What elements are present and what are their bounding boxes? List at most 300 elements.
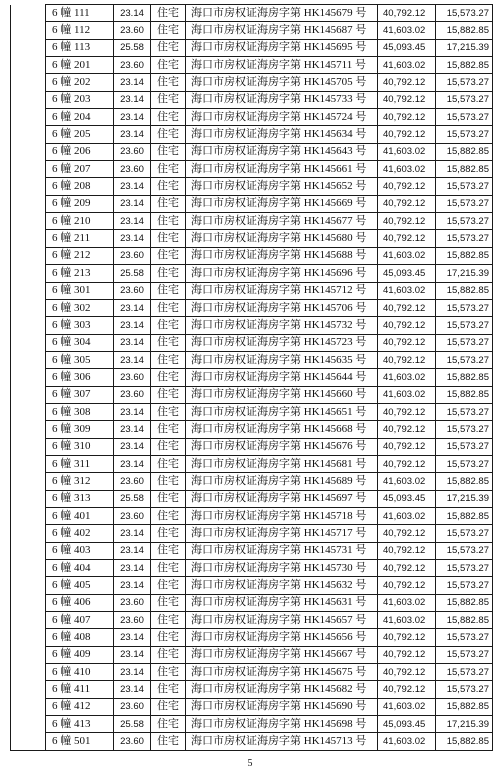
unit-cell: 6 幢 403 [46, 542, 114, 559]
certificate-cell: 海口市房权证海房字第 HK145677 号 [186, 213, 378, 230]
value-a-cell: 41,603.02 [378, 594, 436, 611]
certificate-cell: 海口市房权证海房字第 HK145723 号 [186, 334, 378, 351]
area-cell: 23.14 [114, 560, 151, 577]
table-row [11, 247, 493, 264]
value-b-cell: 15,882.85 [436, 733, 493, 750]
value-b-cell: 17,215.39 [436, 490, 493, 507]
area-cell: 23.14 [114, 646, 151, 663]
unit-cell: 6 幢 310 [46, 438, 114, 455]
value-b-cell: 15,573.27 [436, 109, 493, 126]
unit-cell: 6 幢 202 [46, 74, 114, 91]
table-row [11, 594, 493, 611]
page-number: 5 [247, 758, 253, 769]
area-cell: 23.14 [114, 195, 151, 212]
table-row [11, 438, 493, 455]
usage-cell: 住宅 [151, 74, 186, 91]
area-cell: 23.14 [114, 525, 151, 542]
unit-cell: 6 幢 405 [46, 577, 114, 594]
area-cell: 23.14 [114, 334, 151, 351]
area-cell: 23.14 [114, 577, 151, 594]
value-b-cell: 15,882.85 [436, 282, 493, 299]
value-a-cell: 40,792.12 [378, 681, 436, 698]
unit-cell: 6 幢 410 [46, 664, 114, 681]
unit-cell: 6 幢 501 [46, 733, 114, 750]
value-b-cell: 15,882.85 [436, 143, 493, 160]
value-b-cell: 15,882.85 [436, 386, 493, 403]
usage-cell: 住宅 [151, 126, 186, 143]
area-cell: 23.60 [114, 247, 151, 264]
value-a-cell: 41,603.02 [378, 22, 436, 39]
unit-cell: 6 幢 311 [46, 455, 114, 472]
unit-cell: 6 幢 112 [46, 22, 114, 39]
area-cell: 23.60 [114, 282, 151, 299]
usage-cell: 住宅 [151, 542, 186, 559]
certificate-cell: 海口市房权证海房字第 HK145635 号 [186, 351, 378, 368]
table-row [11, 629, 493, 646]
table-row [11, 74, 493, 91]
value-b-cell: 15,573.27 [436, 213, 493, 230]
value-a-cell: 40,792.12 [378, 351, 436, 368]
unit-cell: 6 幢 401 [46, 507, 114, 524]
value-a-cell: 45,093.45 [378, 716, 436, 733]
usage-cell: 住宅 [151, 213, 186, 230]
value-a-cell: 40,792.12 [378, 455, 436, 472]
value-b-cell: 15,882.85 [436, 594, 493, 611]
certificate-cell: 海口市房权证海房字第 HK145632 号 [186, 577, 378, 594]
unit-cell: 6 幢 206 [46, 143, 114, 160]
value-b-cell: 15,882.85 [436, 57, 493, 74]
value-a-cell: 40,792.12 [378, 334, 436, 351]
table-row [11, 126, 493, 143]
table-row [11, 57, 493, 74]
table-row [11, 265, 493, 282]
unit-cell: 6 幢 301 [46, 282, 114, 299]
area-cell: 23.60 [114, 507, 151, 524]
table-row [11, 577, 493, 594]
unit-cell: 6 幢 404 [46, 560, 114, 577]
value-b-cell: 17,215.39 [436, 716, 493, 733]
certificate-cell: 海口市房权证海房字第 HK145713 号 [186, 733, 378, 750]
unit-cell: 6 幢 113 [46, 39, 114, 56]
area-cell: 23.14 [114, 455, 151, 472]
certificate-cell: 海口市房权证海房字第 HK145634 号 [186, 126, 378, 143]
unit-cell: 6 幢 208 [46, 178, 114, 195]
unit-cell: 6 幢 111 [46, 5, 114, 22]
area-cell: 23.60 [114, 143, 151, 160]
usage-cell: 住宅 [151, 386, 186, 403]
certificate-cell: 海口市房权证海房字第 HK145695 号 [186, 39, 378, 56]
usage-cell: 住宅 [151, 22, 186, 39]
value-a-cell: 45,093.45 [378, 490, 436, 507]
certificate-cell: 海口市房权证海房字第 HK145712 号 [186, 282, 378, 299]
value-a-cell: 45,093.45 [378, 39, 436, 56]
usage-cell: 住宅 [151, 195, 186, 212]
usage-cell: 住宅 [151, 109, 186, 126]
unit-cell: 6 幢 210 [46, 213, 114, 230]
area-cell: 23.14 [114, 664, 151, 681]
value-a-cell: 41,603.02 [378, 161, 436, 178]
unit-cell: 6 幢 212 [46, 247, 114, 264]
certificate-cell: 海口市房权证海房字第 HK145733 号 [186, 91, 378, 108]
certificate-cell: 海口市房权证海房字第 HK145644 号 [186, 369, 378, 386]
value-b-cell: 17,215.39 [436, 39, 493, 56]
usage-cell: 住宅 [151, 143, 186, 160]
usage-cell: 住宅 [151, 299, 186, 316]
certificate-cell: 海口市房权证海房字第 HK145669 号 [186, 195, 378, 212]
unit-cell: 6 幢 306 [46, 369, 114, 386]
area-cell: 23.14 [114, 317, 151, 334]
value-a-cell: 40,792.12 [378, 74, 436, 91]
usage-cell: 住宅 [151, 733, 186, 750]
usage-cell: 住宅 [151, 490, 186, 507]
value-a-cell: 40,792.12 [378, 178, 436, 195]
usage-cell: 住宅 [151, 525, 186, 542]
certificate-cell: 海口市房权证海房字第 HK145631 号 [186, 594, 378, 611]
area-cell: 23.14 [114, 109, 151, 126]
property-table-body [11, 5, 493, 751]
certificate-cell: 海口市房权证海房字第 HK145724 号 [186, 109, 378, 126]
table-row [11, 109, 493, 126]
value-b-cell: 15,573.27 [436, 178, 493, 195]
certificate-cell: 海口市房权证海房字第 HK145675 号 [186, 664, 378, 681]
unit-cell: 6 幢 409 [46, 646, 114, 663]
area-cell: 23.60 [114, 57, 151, 74]
unit-cell: 6 幢 413 [46, 716, 114, 733]
usage-cell: 住宅 [151, 247, 186, 264]
value-a-cell: 45,093.45 [378, 265, 436, 282]
usage-cell: 住宅 [151, 473, 186, 490]
usage-cell: 住宅 [151, 577, 186, 594]
value-b-cell: 15,882.85 [436, 22, 493, 39]
area-cell: 23.14 [114, 421, 151, 438]
table-row [11, 91, 493, 108]
unit-cell: 6 幢 211 [46, 230, 114, 247]
value-b-cell: 15,573.27 [436, 74, 493, 91]
value-b-cell: 15,573.27 [436, 195, 493, 212]
value-a-cell: 41,603.02 [378, 369, 436, 386]
area-cell: 23.60 [114, 386, 151, 403]
area-cell: 23.14 [114, 351, 151, 368]
area-cell: 23.14 [114, 438, 151, 455]
table-row [11, 5, 493, 22]
table-row [11, 646, 493, 663]
unit-cell: 6 幢 207 [46, 161, 114, 178]
table-row [11, 351, 493, 368]
value-b-cell: 15,882.85 [436, 698, 493, 715]
certificate-cell: 海口市房权证海房字第 HK145660 号 [186, 386, 378, 403]
unit-cell: 6 幢 313 [46, 490, 114, 507]
value-a-cell: 40,792.12 [378, 560, 436, 577]
usage-cell: 住宅 [151, 421, 186, 438]
area-cell: 23.14 [114, 542, 151, 559]
unit-cell: 6 幢 406 [46, 594, 114, 611]
value-b-cell: 15,882.85 [436, 161, 493, 178]
value-a-cell: 41,603.02 [378, 143, 436, 160]
unit-cell: 6 幢 402 [46, 525, 114, 542]
usage-cell: 住宅 [151, 351, 186, 368]
certificate-cell: 海口市房权证海房字第 HK145711 号 [186, 57, 378, 74]
certificate-cell: 海口市房权证海房字第 HK145643 号 [186, 143, 378, 160]
usage-cell: 住宅 [151, 282, 186, 299]
area-cell: 23.14 [114, 681, 151, 698]
certificate-cell: 海口市房权证海房字第 HK145681 号 [186, 455, 378, 472]
value-a-cell: 40,792.12 [378, 438, 436, 455]
value-b-cell: 15,573.27 [436, 230, 493, 247]
area-cell: 23.14 [114, 403, 151, 420]
unit-cell: 6 幢 408 [46, 629, 114, 646]
certificate-cell: 海口市房权证海房字第 HK145688 号 [186, 247, 378, 264]
value-b-cell: 15,573.27 [436, 577, 493, 594]
usage-cell: 住宅 [151, 646, 186, 663]
unit-cell: 6 幢 304 [46, 334, 114, 351]
value-a-cell: 40,792.12 [378, 542, 436, 559]
usage-cell: 住宅 [151, 161, 186, 178]
usage-cell: 住宅 [151, 560, 186, 577]
usage-cell: 住宅 [151, 594, 186, 611]
value-b-cell: 15,573.27 [436, 629, 493, 646]
certificate-cell: 海口市房权证海房字第 HK145680 号 [186, 230, 378, 247]
table-row [11, 299, 493, 316]
value-a-cell: 41,603.02 [378, 698, 436, 715]
usage-cell: 住宅 [151, 317, 186, 334]
table-row [11, 230, 493, 247]
usage-cell: 住宅 [151, 698, 186, 715]
value-b-cell: 15,573.27 [436, 421, 493, 438]
certificate-cell: 海口市房权证海房字第 HK145652 号 [186, 178, 378, 195]
table-row [11, 455, 493, 472]
table-row [11, 317, 493, 334]
area-cell: 23.14 [114, 126, 151, 143]
usage-cell: 住宅 [151, 403, 186, 420]
area-cell: 23.14 [114, 299, 151, 316]
value-a-cell: 41,603.02 [378, 473, 436, 490]
area-cell: 23.14 [114, 230, 151, 247]
value-a-cell: 41,603.02 [378, 57, 436, 74]
value-a-cell: 40,792.12 [378, 525, 436, 542]
table-row [11, 22, 493, 39]
table-row [11, 681, 493, 698]
certificate-cell: 海口市房权证海房字第 HK145687 号 [186, 22, 378, 39]
usage-cell: 住宅 [151, 664, 186, 681]
area-cell: 23.60 [114, 612, 151, 629]
area-cell: 23.14 [114, 5, 151, 22]
value-a-cell: 40,792.12 [378, 230, 436, 247]
certificate-cell: 海口市房权证海房字第 HK145667 号 [186, 646, 378, 663]
value-b-cell: 15,573.27 [436, 646, 493, 663]
unit-cell: 6 幢 203 [46, 91, 114, 108]
usage-cell: 住宅 [151, 39, 186, 56]
value-b-cell: 15,573.27 [436, 126, 493, 143]
value-a-cell: 40,792.12 [378, 126, 436, 143]
value-b-cell: 15,573.27 [436, 542, 493, 559]
table-row [11, 698, 493, 715]
area-cell: 23.60 [114, 22, 151, 39]
table-row [11, 403, 493, 420]
area-cell: 23.60 [114, 473, 151, 490]
table-row [11, 664, 493, 681]
value-b-cell: 15,573.27 [436, 525, 493, 542]
table-row [11, 525, 493, 542]
table-row [11, 542, 493, 559]
area-cell: 25.58 [114, 39, 151, 56]
value-b-cell: 15,882.85 [436, 507, 493, 524]
usage-cell: 住宅 [151, 5, 186, 22]
certificate-cell: 海口市房权证海房字第 HK145697 号 [186, 490, 378, 507]
area-cell: 23.60 [114, 369, 151, 386]
unit-cell: 6 幢 411 [46, 681, 114, 698]
value-b-cell: 15,573.27 [436, 91, 493, 108]
table-row [11, 386, 493, 403]
table-row [11, 143, 493, 160]
value-b-cell: 15,573.27 [436, 317, 493, 334]
value-a-cell: 40,792.12 [378, 195, 436, 212]
value-a-cell: 40,792.12 [378, 421, 436, 438]
area-cell: 23.60 [114, 698, 151, 715]
area-cell: 23.14 [114, 91, 151, 108]
area-cell: 23.60 [114, 594, 151, 611]
usage-cell: 住宅 [151, 91, 186, 108]
value-b-cell: 15,573.27 [436, 403, 493, 420]
unit-cell: 6 幢 412 [46, 698, 114, 715]
value-a-cell: 40,792.12 [378, 299, 436, 316]
unit-cell: 6 幢 303 [46, 317, 114, 334]
usage-cell: 住宅 [151, 716, 186, 733]
unit-cell: 6 幢 302 [46, 299, 114, 316]
unit-cell: 6 幢 204 [46, 109, 114, 126]
value-a-cell: 41,603.02 [378, 612, 436, 629]
table-row [11, 282, 493, 299]
value-b-cell: 15,573.27 [436, 681, 493, 698]
property-table [10, 4, 493, 751]
value-b-cell: 15,573.27 [436, 5, 493, 22]
unit-cell: 6 幢 307 [46, 386, 114, 403]
area-cell: 25.58 [114, 490, 151, 507]
value-b-cell: 15,573.27 [436, 560, 493, 577]
table-row [11, 213, 493, 230]
certificate-cell: 海口市房权证海房字第 HK145696 号 [186, 265, 378, 282]
value-a-cell: 41,603.02 [378, 733, 436, 750]
value-a-cell: 40,792.12 [378, 629, 436, 646]
value-a-cell: 41,603.02 [378, 386, 436, 403]
table-row [11, 334, 493, 351]
table-row [11, 612, 493, 629]
certificate-cell: 海口市房权证海房字第 HK145690 号 [186, 698, 378, 715]
table-row [11, 507, 493, 524]
value-b-cell: 15,573.27 [436, 299, 493, 316]
table-row [11, 195, 493, 212]
certificate-cell: 海口市房权证海房字第 HK145682 号 [186, 681, 378, 698]
usage-cell: 住宅 [151, 369, 186, 386]
certificate-cell: 海口市房权证海房字第 HK145717 号 [186, 525, 378, 542]
certificate-cell: 海口市房权证海房字第 HK145657 号 [186, 612, 378, 629]
value-b-cell: 15,573.27 [436, 351, 493, 368]
usage-cell: 住宅 [151, 230, 186, 247]
value-a-cell: 40,792.12 [378, 577, 436, 594]
area-cell: 23.14 [114, 74, 151, 91]
value-a-cell: 41,603.02 [378, 507, 436, 524]
certificate-cell: 海口市房权证海房字第 HK145661 号 [186, 161, 378, 178]
certificate-cell: 海口市房权证海房字第 HK145689 号 [186, 473, 378, 490]
table-row [11, 490, 493, 507]
unit-cell: 6 幢 309 [46, 421, 114, 438]
value-a-cell: 40,792.12 [378, 213, 436, 230]
unit-cell: 6 幢 407 [46, 612, 114, 629]
table-row [11, 716, 493, 733]
certificate-cell: 海口市房权证海房字第 HK145679 号 [186, 5, 378, 22]
table-row [11, 161, 493, 178]
usage-cell: 住宅 [151, 629, 186, 646]
table-row [11, 733, 493, 750]
certificate-cell: 海口市房权证海房字第 HK145718 号 [186, 507, 378, 524]
certificate-cell: 海口市房权证海房字第 HK145730 号 [186, 560, 378, 577]
certificate-cell: 海口市房权证海房字第 HK145732 号 [186, 317, 378, 334]
value-b-cell: 15,882.85 [436, 473, 493, 490]
area-cell: 23.60 [114, 733, 151, 750]
usage-cell: 住宅 [151, 612, 186, 629]
value-b-cell: 17,215.39 [436, 265, 493, 282]
table-row [11, 421, 493, 438]
certificate-cell: 海口市房权证海房字第 HK145706 号 [186, 299, 378, 316]
merged-blank-cell [11, 5, 46, 751]
area-cell: 25.58 [114, 265, 151, 282]
usage-cell: 住宅 [151, 455, 186, 472]
area-cell: 23.14 [114, 178, 151, 195]
unit-cell: 6 幢 201 [46, 57, 114, 74]
certificate-cell: 海口市房权证海房字第 HK145698 号 [186, 716, 378, 733]
table-row [11, 369, 493, 386]
unit-cell: 6 幢 305 [46, 351, 114, 368]
value-a-cell: 40,792.12 [378, 317, 436, 334]
usage-cell: 住宅 [151, 265, 186, 282]
value-a-cell: 40,792.12 [378, 664, 436, 681]
unit-cell: 6 幢 308 [46, 403, 114, 420]
table-row [11, 178, 493, 195]
area-cell: 25.58 [114, 716, 151, 733]
value-b-cell: 15,882.85 [436, 612, 493, 629]
unit-cell: 6 幢 205 [46, 126, 114, 143]
value-a-cell: 41,603.02 [378, 247, 436, 264]
table-row [11, 473, 493, 490]
area-cell: 23.14 [114, 629, 151, 646]
value-a-cell: 40,792.12 [378, 403, 436, 420]
certificate-cell: 海口市房权证海房字第 HK145668 号 [186, 421, 378, 438]
certificate-cell: 海口市房权证海房字第 HK145656 号 [186, 629, 378, 646]
table-row [11, 560, 493, 577]
usage-cell: 住宅 [151, 178, 186, 195]
value-b-cell: 15,573.27 [436, 664, 493, 681]
certificate-cell: 海口市房权证海房字第 HK145731 号 [186, 542, 378, 559]
value-b-cell: 15,882.85 [436, 247, 493, 264]
value-b-cell: 15,573.27 [436, 455, 493, 472]
unit-cell: 6 幢 213 [46, 265, 114, 282]
value-b-cell: 15,573.27 [436, 438, 493, 455]
area-cell: 23.14 [114, 213, 151, 230]
value-a-cell: 41,603.02 [378, 282, 436, 299]
value-b-cell: 15,882.85 [436, 369, 493, 386]
table-row [11, 39, 493, 56]
value-b-cell: 15,573.27 [436, 334, 493, 351]
usage-cell: 住宅 [151, 681, 186, 698]
value-a-cell: 40,792.12 [378, 5, 436, 22]
unit-cell: 6 幢 312 [46, 473, 114, 490]
certificate-cell: 海口市房权证海房字第 HK145651 号 [186, 403, 378, 420]
certificate-cell: 海口市房权证海房字第 HK145676 号 [186, 438, 378, 455]
usage-cell: 住宅 [151, 57, 186, 74]
value-a-cell: 40,792.12 [378, 91, 436, 108]
usage-cell: 住宅 [151, 438, 186, 455]
certificate-cell: 海口市房权证海房字第 HK145705 号 [186, 74, 378, 91]
value-a-cell: 40,792.12 [378, 109, 436, 126]
